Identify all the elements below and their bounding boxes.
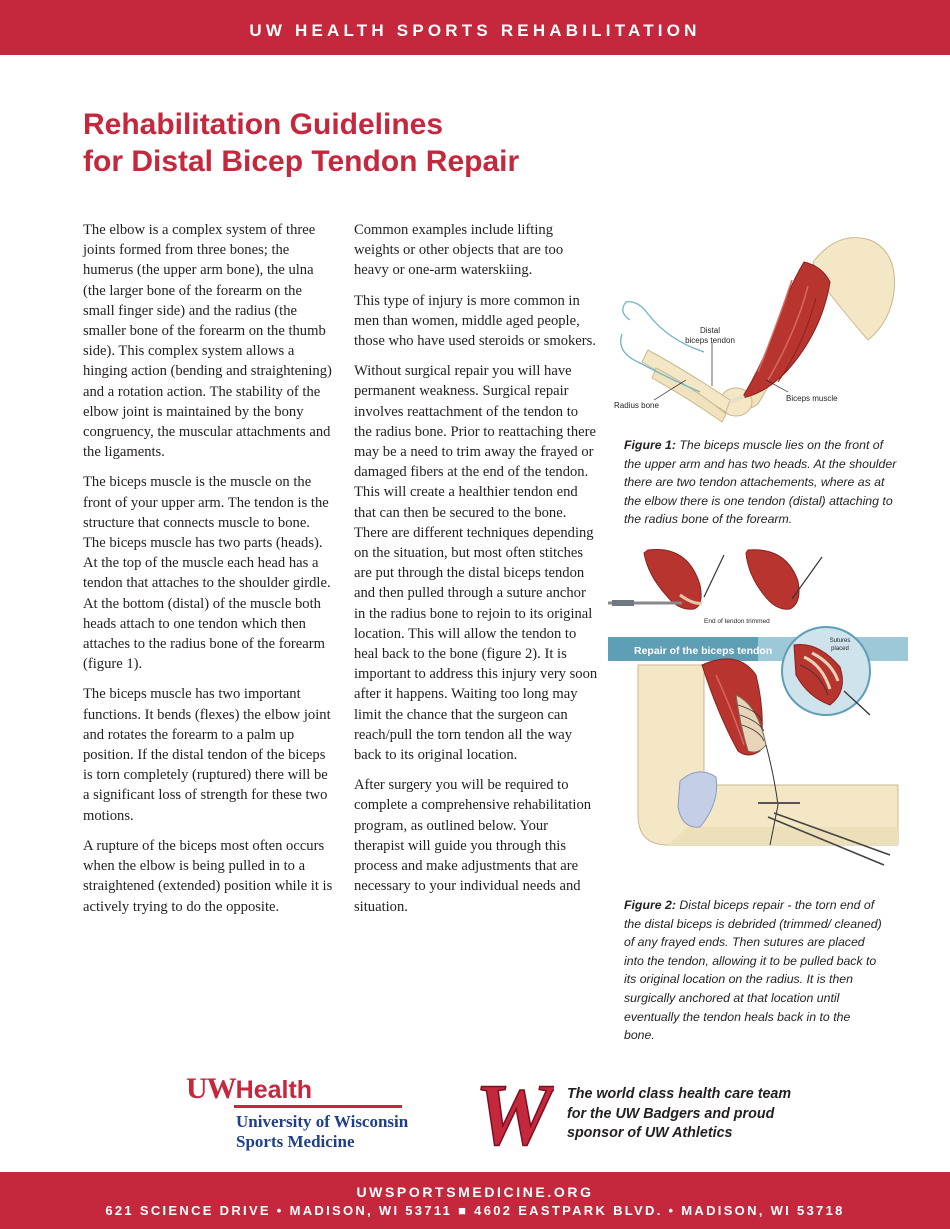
figure2-repair-illustration [608, 545, 908, 890]
figure1-label-biceps: Biceps muscle [786, 394, 838, 403]
paragraph: The elbow is a complex system of three joints formed from three bones; the humerus (the upper arm bone), the ulna (the larger bone of the forearm on the small finger side) and the radius (the smaller bone of the forearm on the thumb side). This complex system allows a hinging action (bending and straightening) and a rotation action. The stability of the elbow joint is maintained by the bony congruency, the muscular attachments and the ligaments. [83, 222, 332, 461]
paragraph: This type of injury is more common in men than women, middle aged people, those who have used steroids or smokers. [354, 292, 596, 350]
figure2-caption-lead: Figure 2: [624, 898, 676, 912]
page-title [83, 106, 643, 180]
uw-health-logo [186, 1072, 411, 1154]
figure1-label-tendon: biceps tendon [685, 336, 735, 345]
paragraph: The biceps muscle is the muscle on the front of your upper arm. The tendon is the structure that connects muscle to bone. The biceps muscle has two parts (heads). At the top of the muscle each head has a tendon that attaches to the shoulder girdle. At the bottom (distal) of the muscle both heads attach to one tendon which then attaches to the radius bone of the forearm (figure 1). [83, 474, 331, 673]
paragraph: After surgery you will be required to complete a comprehensive rehabilitation program, as outlined below. Your therapist will guide you through this process and make adjustments that are necessary to your individual needs and situation. [354, 777, 592, 915]
paragraph: A rupture of the biceps most often occurs when the elbow is being pulled in to a straightened (extended) position while it is actively trying to do the opposite. [83, 837, 333, 915]
uw-health-word: Health [235, 1076, 313, 1104]
figure1-label-radius: Radius bone [614, 401, 659, 410]
figure1-caption-text: The biceps muscle lies on the front of the upper arm and has two heads. At the shoulder there are two tendon attachements, where as at the elbow there is one tendon (distal) attaching to the radius bone of the forearm. [624, 438, 897, 527]
uw-logo-rule [234, 1105, 402, 1108]
figure1-biceps-illustration [608, 222, 900, 430]
page-title-line2: for Distal Bicep Tendon Repair [83, 145, 520, 178]
sponsor-statement [567, 1085, 837, 1144]
uw-logo-line1: University of Wisconsin [236, 1112, 409, 1131]
footer-band [0, 1172, 950, 1229]
figure2-label-placed: placed [831, 646, 849, 652]
header-band-text: UW HEALTH SPORTS REHABILITATION [249, 21, 701, 40]
uw-health-wordmark [186, 1072, 312, 1106]
paragraph: Common examples include lifting weights or other objects that are too heavy or one-arm waterskiing. [354, 222, 564, 279]
uw-logo-subtitle [236, 1112, 408, 1152]
footer-url[interactable]: UWSPORTSMEDICINE.ORG [356, 1184, 594, 1200]
figure2-banner-label: Repair of the biceps tendon [634, 645, 773, 657]
paragraph: The biceps muscle has two important functions. It bends (flexes) the elbow joint and rotates the forearm to a palm up position. If the distal tendon of the biceps is torn completely (ruptured) there will be a significant loss of strength for these two motions. [83, 686, 331, 824]
body-column-1 [83, 220, 333, 927]
sponsor-line: The world class health care team [567, 1086, 792, 1102]
figure1-caption [624, 436, 899, 529]
footer-address: 621 SCIENCE DRIVE • MADISON, WI 53711 ■ 4602 EASTPARK BLVD. • MADISON, WI 53718 [105, 1203, 845, 1218]
page-title-line1: Rehabilitation Guidelines [83, 108, 444, 141]
uw-logo-line2: Sports Medicine [236, 1132, 355, 1151]
figure2-label-sutures: Sutures [829, 638, 851, 644]
motion-w-letter: W [474, 1076, 554, 1152]
figure1-label-distal: Distal [699, 326, 721, 335]
figure2-caption [624, 896, 884, 1045]
figure2-label-trimmed: End of tendon trimmed [704, 618, 770, 625]
body-column-2 [354, 220, 599, 927]
figure1-caption-lead: Figure 1: [624, 438, 676, 452]
motion-w-logo [474, 1076, 554, 1152]
sponsor-line: for the UW Badgers and proud [567, 1105, 775, 1122]
paragraph: Without surgical repair you will have permanent weakness. Surgical repair involves reattachment of the tendon to the radius bone. Prior to reattaching there may be a need to trim away the frayed or damaged fibers at the end of the tendon. This will create a healthier tendon end that can then be secured to the bone. There are different techniques depending on the situation, but most often stitches are put through the distal biceps tendon and then pulled through a suture anchor in the radius bone to rejoin to its original location. This will allow the tendon to heal back to the bone (figure 2). It is important to address this injury very soon after it happens. Waiting too long may limit the chance that the surgeon can reach/pull the torn tendon all the way back to its original location. [354, 363, 598, 764]
sponsor-line: sponsor of UW Athletics [567, 1125, 733, 1141]
figure2-caption-text: Distal biceps repair - the torn end of the distal biceps is debrided (trimmed/ cleaned) of any frayed ends. Then sutures are placed into the tendon, allowing it to be pulled back to its original location on the radius. It is then surgically anchored at that location until eventually the tendon heals back in to the bone. [624, 898, 882, 1043]
uw-prefix: UW [186, 1072, 236, 1105]
